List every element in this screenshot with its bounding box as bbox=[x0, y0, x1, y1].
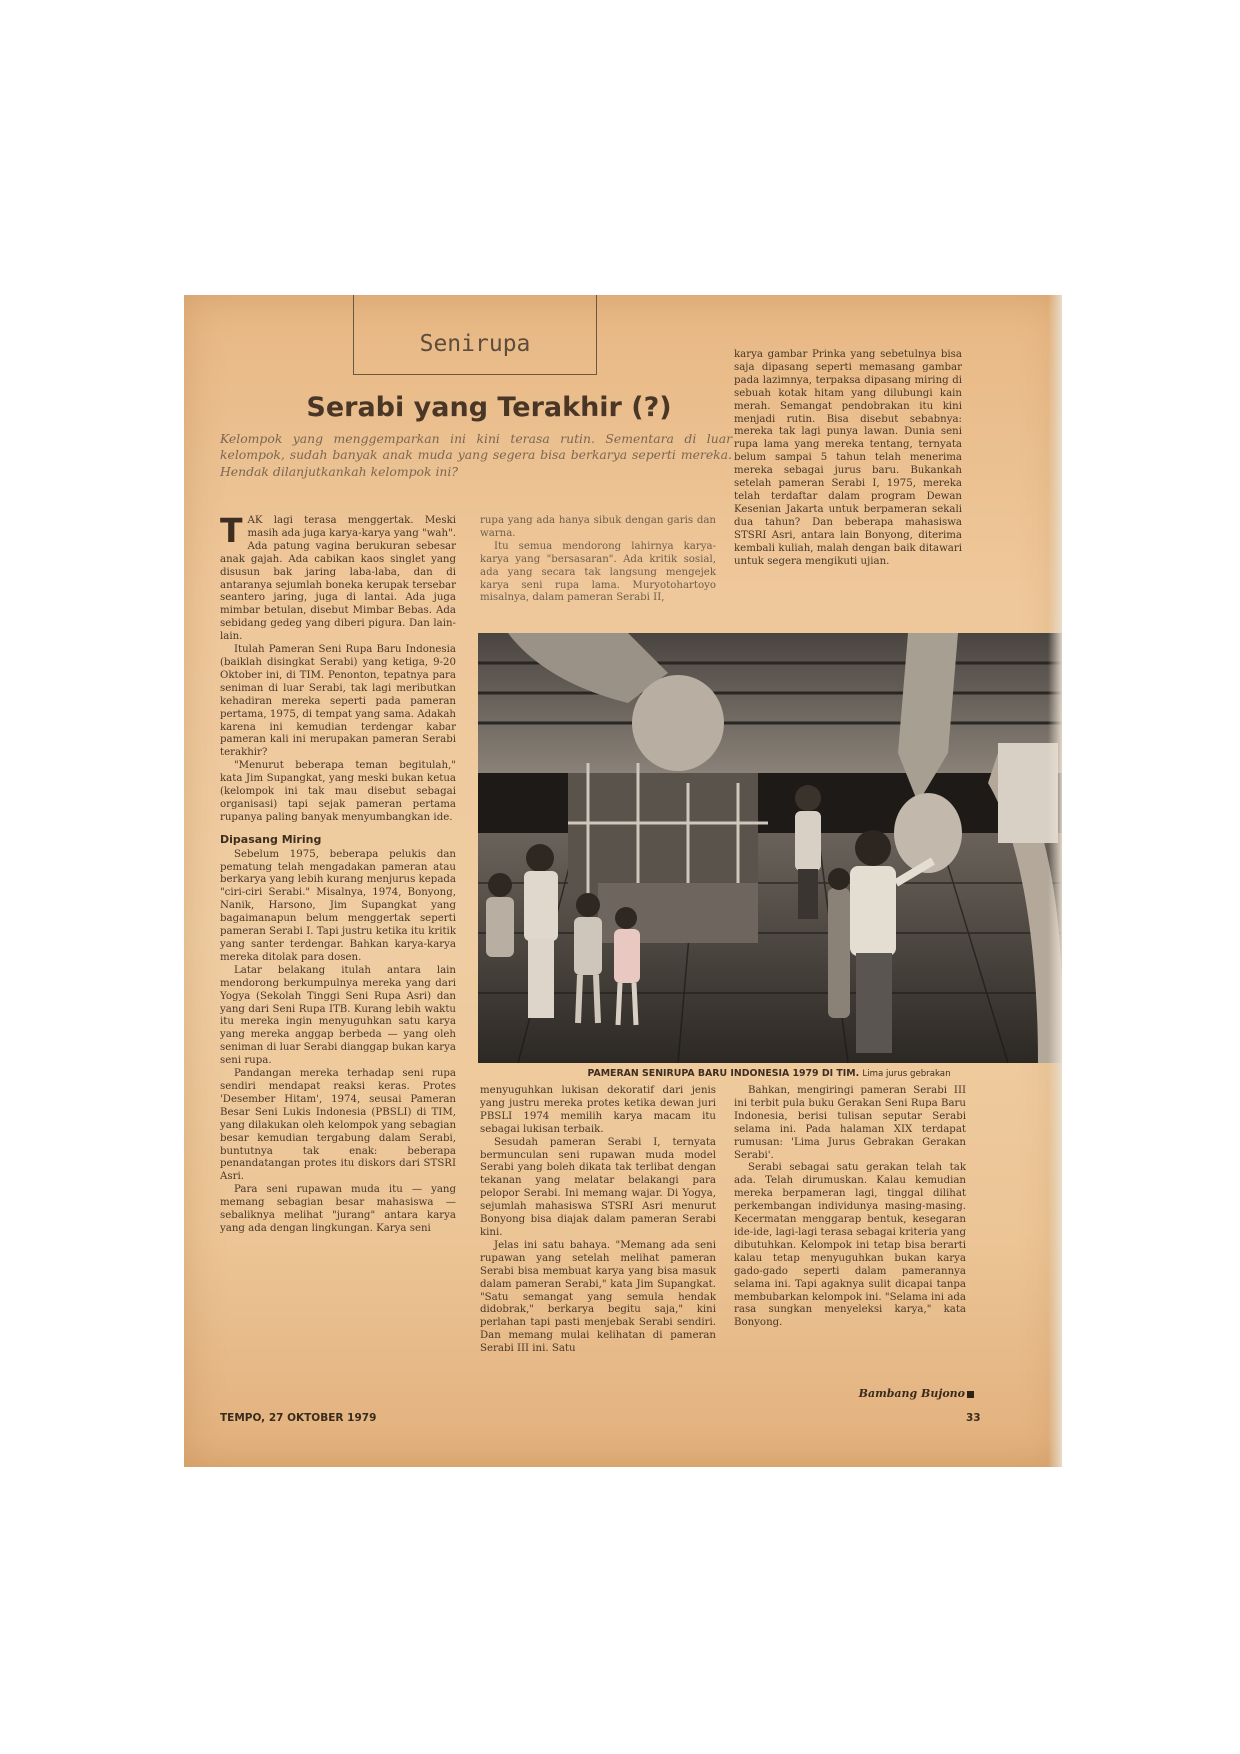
exhibition-photo-icon bbox=[478, 633, 1062, 1063]
section-box bbox=[353, 295, 597, 375]
paragraph: Serabi sebagai satu gerakan telah tak ada. Telah dirumuskan. Kalau kemudian mereka berpameran lagi, tinggal dilihat perkembangan individunya masing-masing. Kecermatan menggarap bentuk, kesegaran ide-ide, lagi-lagi terasa sebagai kriteria yang dibutuhkan. Kelompok ini tetap bisa berarti kalau tetap menyuguhkan bukan karya gado-gado seperti dalam pamerannya selama ini. Tapi agaknya sulit dicapai tanpa membubarkan kelompok ini. "Selama ini ada rasa sungkan menyeleksi karya," kata Bonyong. bbox=[734, 1162, 966, 1329]
article-column-2-bottom bbox=[480, 1085, 716, 1356]
article-column-3-top bbox=[734, 349, 962, 568]
paragraph: Sebelum 1975, beberapa pelukis dan pematung telah mengadakan pameran atau berkarya yang lebih kurang menjurus kepada "ciri-ciri Serabi." Misalnya, 1974, Bonyong, Nanik, Harsono, Jim Supangkat yang bagaimanapun belum menggertak seperti pameran Serabi I. Tapi justru ketika itu kritik yang santer terdengar. Bahkan karya-karya mereka ditolak para dosen. bbox=[220, 848, 456, 963]
paragraph: "Menurut beberapa teman begitulah," kata Jim Supangkat, yang meski bukan ketua (kelompok ini tak mau disebut sebagai organisasi) tapi sejak pameran pertama rupanya paling banyak menyumbangkan ide. bbox=[220, 760, 456, 823]
caption-main: PAMERAN SENIRUPA BARU INDONESIA 1979 DI TIM. bbox=[587, 1068, 860, 1079]
paragraph: karya gambar Prinka yang sebetulnya bisa saja dipasang seperti memasang gambar pada lazimnya, terpaksa dipasang miring di sebuah kotak hitam yang dilubungi kain merah. Semangat pendobrakan itu kini menjadi rutin. Bisa disebut sebabnya: mereka tak lagi punya lawan. Dunia seni rupa lama yang mereka tentang, ternyata belum sampai 5 tahun telah menerima mereka sebagai jurus baru. Bukankah setelah pameran Serabi I, 1975, mereka telah terdaftar dalam program Dewan Kesenian Jakarta untuk berpameran sekali dua tahun? Dan beberapa mahasiswa STSRI Asri, antara lain Bonyong, diterima kembali kuliah, malah dengan baik ditawari untuk segera mengikuti ujian. bbox=[734, 349, 962, 567]
article-deck: Kelompok yang menggemparkan ini kini terasa rutin. Sementara di luar kelompok, sudah banyak anak muda yang segera bisa berkarya seperti mereka. Hendak dilanjutkankah kelompok ini? bbox=[220, 431, 732, 479]
section-label: Senirupa bbox=[419, 331, 531, 357]
caption-tail: Lima jurus gebrakan bbox=[862, 1069, 951, 1079]
paragraph: menyuguhkan lukisan dekoratif dari jenis yang justru mereka protes ketika dewan juri PBSLI 1974 memilih karya macam itu sebagai lukisan terbaik. bbox=[480, 1085, 716, 1135]
paragraph: Sesudah pameran Serabi I, ternyata bermunculan seni rupawan muda model Serabi yang boleh dikata tak terlibat dengan tekanan yang melatar belakangi para pelopor Serabi. Ini memang wajar. Di Yogya, sejumlah mahasiswa STSRI Asri menurut Bonyong bisa diajak dalam pameran Serabi kini. bbox=[480, 1136, 716, 1238]
article-column-2-top bbox=[480, 515, 716, 605]
byline-text: Bambang Bujono bbox=[858, 1387, 965, 1400]
paragraph: rupa yang ada hanya sibuk dengan garis dan warna. bbox=[480, 515, 716, 539]
drop-cap: T bbox=[220, 511, 243, 550]
paragraph: Para seni rupawan muda itu — yang memang sebagian besar mahasiswa — sebaliknya melihat "jurang" antara karya yang ada dengan lingkungan. Karya seni bbox=[220, 1184, 456, 1234]
paragraph-text: AK lagi terasa menggertak. Meski masih ada juga karya-karya yang "wah". Ada patung vagina berukuran sebesar anak gajah. Ada cabikan kaos singlet yang disusun bak jaring laba-laba, dan di antaranya sejumlah boneka kerupak tersebar seantero jaring, juga di lantai. Ada juga mimbar betulan, disebut Mimbar Bebas. Ada sebidang gedeg yang diberi pigura. Dan lain-lain. bbox=[220, 515, 456, 643]
paragraph: Pandangan mereka terhadap seni rupa sendiri mendapat reaksi keras. Protes 'Desember Hitam', 1974, seusai Pameran Besar Seni Lukis Indonesia (PBSLI) di TIM, yang dilakukan oleh kelompok yang sebagian besar kemudian tergabung dalam Serabi, buntutnya tak enak: beberapa penandatangan protes itu diskors dari STSRI Asri. bbox=[220, 1068, 456, 1183]
paragraph: Itu semua mendorong lahirnya karya-karya yang "bersasaran". Ada kritik sosial, ada yang secara tak langsung mengejek karya seni rupa lama. Muryotohartoyo misalnya, dalam pameran Serabi II, bbox=[480, 540, 716, 604]
subheading: Dipasang Miring bbox=[220, 832, 322, 846]
exhibition-photo bbox=[478, 633, 1062, 1063]
end-mark-icon bbox=[967, 1391, 974, 1398]
issue-date: TEMPO, 27 OKTOBER 1979 bbox=[220, 1412, 377, 1424]
article-headline: Serabi yang Terakhir (?) bbox=[306, 392, 672, 423]
photo-caption bbox=[484, 1068, 1054, 1079]
paragraph: Jelas ini satu bahaya. "Memang ada seni rupawan yang setelah melihat pameran Serabi bisa membuat karya yang bisa masuk dalam pameran Serabi," kata Jim Supangkat. "Satu semangat yang semula hendak didobrak," berkarya begitu saja," kini perlahan tapi pasti menjebak Serabi sendiri. Dan memang mulai kelihatan di pameran Serabi III ini. Satu bbox=[480, 1239, 716, 1355]
paragraph: Bahkan, mengiringi pameran Serabi III ini terbit pula buku Gerakan Seni Rupa Baru Indonesia, berisi tulisan seputar Serabi selama ini. Pada halaman XIX terdapat rumusan: 'Lima Jurus Gebrakan Gerakan Serabi'. bbox=[734, 1085, 966, 1161]
page-number: 33 bbox=[966, 1412, 981, 1424]
paragraph: Latar belakang itulah antara lain mendorong berkumpulnya mereka yang dari Yogya (Sekolah Tinggi Seni Rupa Asri) dan yang dari Seni Rupa ITB. Kurang lebih waktu itu mereka ingin menyuguhkan satu karya yang mereka anggap berbeda — yang oleh seniman di luar Serabi dianggap bukan karya seni rupa. bbox=[220, 964, 456, 1067]
article-column-1 bbox=[220, 511, 456, 1236]
magazine-page bbox=[184, 295, 1062, 1467]
paragraph bbox=[220, 511, 456, 644]
paragraph: Itulah Pameran Seni Rupa Baru Indonesia (baiklah disingkat Serabi) yang ketiga, 9-20 Oktober ini, di TIM. Penonton, tepatnya para seniman di luar Serabi, tak lagi meributkan kehadiran mereka seperti pada pameran pertama, 1975, di tempat yang sama. Adakah karena ini kemudian terdengar kabar pameran kali ini merupakan pameran Serabi terakhir? bbox=[220, 644, 456, 759]
byline bbox=[824, 1387, 974, 1400]
article-column-3-bottom bbox=[734, 1085, 966, 1330]
